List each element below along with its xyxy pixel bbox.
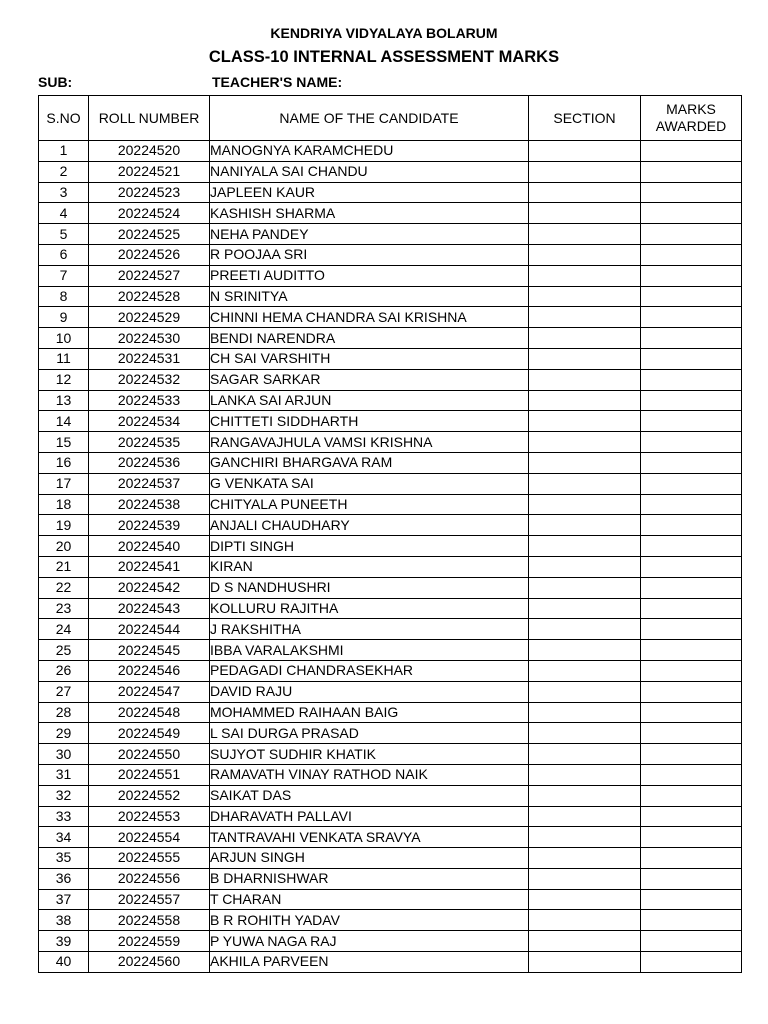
marks-awarded-cell[interactable] — [641, 744, 742, 765]
section-cell[interactable] — [529, 390, 641, 411]
candidate-name-cell: SAGAR SARKAR — [210, 369, 529, 390]
section-cell[interactable] — [529, 536, 641, 557]
candidate-name-cell: CHITYALA PUNEETH — [210, 494, 529, 515]
roll-number-cell: 20224525 — [89, 224, 210, 245]
section-cell[interactable] — [529, 494, 641, 515]
serial-number-cell: 3 — [39, 182, 89, 203]
table-row — [39, 764, 742, 785]
table-row — [39, 723, 742, 744]
roll-number-cell: 20224520 — [89, 141, 210, 162]
candidate-name-cell: CHINNI HEMA CHANDRA SAI KRISHNA — [210, 307, 529, 328]
candidate-name-cell: CH SAI VARSHITH — [210, 348, 529, 369]
candidate-name-cell: DHARAVATH PALLAVI — [210, 806, 529, 827]
table-row — [39, 515, 742, 536]
candidate-name-cell: JAPLEEN KAUR — [210, 182, 529, 203]
table-row — [39, 702, 742, 723]
marks-awarded-cell[interactable] — [641, 307, 742, 328]
candidate-name-cell: N SRINITYA — [210, 286, 529, 307]
section-cell[interactable] — [529, 868, 641, 889]
serial-number-cell: 17 — [39, 473, 89, 494]
section-cell[interactable] — [529, 473, 641, 494]
section-cell[interactable] — [529, 348, 641, 369]
candidate-name-cell: B R ROHITH YADAV — [210, 910, 529, 931]
serial-number-cell: 39 — [39, 931, 89, 952]
roll-number-cell: 20224546 — [89, 660, 210, 681]
section-cell[interactable] — [529, 577, 641, 598]
serial-number-cell: 9 — [39, 307, 89, 328]
section-cell[interactable] — [529, 369, 641, 390]
column-header-sno: S.NO — [39, 96, 89, 141]
roll-number-cell: 20224523 — [89, 182, 210, 203]
candidate-name-cell: TANTRAVAHI VENKATA SRAVYA — [210, 827, 529, 848]
roll-number-cell: 20224560 — [89, 952, 210, 973]
roll-number-cell: 20224549 — [89, 723, 210, 744]
roll-number-cell: 20224539 — [89, 515, 210, 536]
section-cell[interactable] — [529, 452, 641, 473]
candidate-name-cell: ANJALI CHAUDHARY — [210, 515, 529, 536]
table-row — [39, 369, 742, 390]
serial-number-cell: 2 — [39, 161, 89, 182]
table-row — [39, 307, 742, 328]
section-cell[interactable] — [529, 556, 641, 577]
roll-number-cell: 20224544 — [89, 619, 210, 640]
candidate-name-cell: PEDAGADI CHANDRASEKHAR — [210, 660, 529, 681]
marks-awarded-cell[interactable] — [641, 952, 742, 973]
candidate-name-cell: KASHISH SHARMA — [210, 203, 529, 224]
table-row — [39, 411, 742, 432]
candidate-name-cell: J RAKSHITHA — [210, 619, 529, 640]
section-cell[interactable] — [529, 161, 641, 182]
marks-awarded-cell[interactable] — [641, 577, 742, 598]
roll-number-cell: 20224528 — [89, 286, 210, 307]
candidate-name-cell: KIRAN — [210, 556, 529, 577]
table-row — [39, 536, 742, 557]
school-name: KENDRIYA VIDYALAYA BOLARUM — [270, 25, 498, 41]
table-row — [39, 348, 742, 369]
section-cell[interactable] — [529, 952, 641, 973]
serial-number-cell: 31 — [39, 764, 89, 785]
table-row — [39, 265, 742, 286]
candidate-name-cell: NANIYALA SAI CHANDU — [210, 161, 529, 182]
column-header-roll-number: ROLL NUMBER — [89, 96, 210, 141]
table-row — [39, 952, 742, 973]
serial-number-cell: 18 — [39, 494, 89, 515]
column-header-section: SECTION — [529, 96, 641, 141]
roll-number-cell: 20224550 — [89, 744, 210, 765]
serial-number-cell: 21 — [39, 556, 89, 577]
marks-awarded-cell[interactable] — [641, 785, 742, 806]
marks-awarded-cell[interactable] — [641, 369, 742, 390]
table-row — [39, 577, 742, 598]
section-cell[interactable] — [529, 619, 641, 640]
section-cell[interactable] — [529, 889, 641, 910]
table-row — [39, 640, 742, 661]
marks-awarded-cell[interactable] — [641, 452, 742, 473]
section-cell[interactable] — [529, 182, 641, 203]
teacher-name-label: TEACHER'S NAME: — [212, 74, 343, 90]
serial-number-cell: 16 — [39, 452, 89, 473]
section-cell[interactable] — [529, 244, 641, 265]
table-row — [39, 224, 742, 245]
serial-number-cell: 7 — [39, 265, 89, 286]
marks-awarded-cell[interactable] — [641, 244, 742, 265]
candidate-name-cell: L SAI DURGA PRASAD — [210, 723, 529, 744]
section-cell[interactable] — [529, 432, 641, 453]
table-row — [39, 660, 742, 681]
serial-number-cell: 14 — [39, 411, 89, 432]
section-cell[interactable] — [529, 286, 641, 307]
serial-number-cell: 29 — [39, 723, 89, 744]
table-row — [39, 889, 742, 910]
roll-number-cell: 20224529 — [89, 307, 210, 328]
roll-number-cell: 20224537 — [89, 473, 210, 494]
column-header-marks-awarded: MARKS AWARDED — [641, 96, 742, 141]
candidate-name-cell: D S NANDHUSHRI — [210, 577, 529, 598]
roll-number-cell: 20224541 — [89, 556, 210, 577]
roll-number-cell: 20224556 — [89, 868, 210, 889]
table-header-row — [39, 96, 742, 141]
table-row — [39, 681, 742, 702]
table-row — [39, 328, 742, 349]
marks-awarded-cell[interactable] — [641, 348, 742, 369]
section-cell[interactable] — [529, 744, 641, 765]
candidate-name-cell: R POOJAA SRI — [210, 244, 529, 265]
roll-number-cell: 20224545 — [89, 640, 210, 661]
serial-number-cell: 6 — [39, 244, 89, 265]
roll-number-cell: 20224552 — [89, 785, 210, 806]
table-body — [39, 141, 742, 973]
marks-awarded-cell[interactable] — [641, 827, 742, 848]
table-row — [39, 556, 742, 577]
marks-awarded-cell[interactable] — [641, 141, 742, 162]
marks-awarded-cell[interactable] — [641, 889, 742, 910]
serial-number-cell: 40 — [39, 952, 89, 973]
marks-awarded-cell[interactable] — [641, 598, 742, 619]
serial-number-cell: 30 — [39, 744, 89, 765]
roll-number-cell: 20224551 — [89, 764, 210, 785]
serial-number-cell: 1 — [39, 141, 89, 162]
candidate-name-cell: KOLLURU RAJITHA — [210, 598, 529, 619]
table-row — [39, 203, 742, 224]
serial-number-cell: 19 — [39, 515, 89, 536]
marks-awarded-cell[interactable] — [641, 702, 742, 723]
roll-number-cell: 20224534 — [89, 411, 210, 432]
roll-number-cell: 20224526 — [89, 244, 210, 265]
table-row — [39, 452, 742, 473]
section-cell[interactable] — [529, 827, 641, 848]
section-cell[interactable] — [529, 411, 641, 432]
serial-number-cell: 25 — [39, 640, 89, 661]
subject-label: SUB: — [38, 74, 73, 90]
candidate-name-cell: AKHILA PARVEEN — [210, 952, 529, 973]
table-row — [39, 744, 742, 765]
candidate-name-cell: PREETI AUDITTO — [210, 265, 529, 286]
table-row — [39, 598, 742, 619]
section-cell[interactable] — [529, 702, 641, 723]
serial-number-cell: 13 — [39, 390, 89, 411]
marks-awarded-cell[interactable] — [641, 619, 742, 640]
serial-number-cell: 37 — [39, 889, 89, 910]
marks-awarded-cell[interactable] — [641, 910, 742, 931]
serial-number-cell: 4 — [39, 203, 89, 224]
serial-number-cell: 23 — [39, 598, 89, 619]
section-cell[interactable] — [529, 785, 641, 806]
marks-awarded-cell[interactable] — [641, 806, 742, 827]
section-cell[interactable] — [529, 806, 641, 827]
candidate-name-cell: ARJUN SINGH — [210, 848, 529, 869]
table-row — [39, 910, 742, 931]
roll-number-cell: 20224559 — [89, 931, 210, 952]
table-row — [39, 827, 742, 848]
serial-number-cell: 27 — [39, 681, 89, 702]
serial-number-cell: 12 — [39, 369, 89, 390]
marks-awarded-cell[interactable] — [641, 660, 742, 681]
table-row — [39, 244, 742, 265]
section-cell[interactable] — [529, 203, 641, 224]
roll-number-cell: 20224553 — [89, 806, 210, 827]
marks-awarded-cell[interactable] — [641, 286, 742, 307]
roll-number-cell: 20224532 — [89, 369, 210, 390]
roll-number-cell: 20224527 — [89, 265, 210, 286]
candidate-name-cell: CHITTETI SIDDHARTH — [210, 411, 529, 432]
serial-number-cell: 11 — [39, 348, 89, 369]
marks-awarded-cell[interactable] — [641, 868, 742, 889]
roll-number-cell: 20224548 — [89, 702, 210, 723]
table-row — [39, 141, 742, 162]
candidate-name-cell: SUJYOT SUDHIR KHATIK — [210, 744, 529, 765]
serial-number-cell: 15 — [39, 432, 89, 453]
section-cell[interactable] — [529, 515, 641, 536]
roll-number-cell: 20224521 — [89, 161, 210, 182]
marks-awarded-cell[interactable] — [641, 411, 742, 432]
roll-number-cell: 20224524 — [89, 203, 210, 224]
marks-awarded-cell[interactable] — [641, 161, 742, 182]
marks-table — [38, 95, 742, 973]
table-row — [39, 161, 742, 182]
serial-number-cell: 10 — [39, 328, 89, 349]
marks-awarded-cell[interactable] — [641, 432, 742, 453]
roll-number-cell: 20224531 — [89, 348, 210, 369]
roll-number-cell: 20224536 — [89, 452, 210, 473]
candidate-name-cell: MANOGNYA KARAMCHEDU — [210, 141, 529, 162]
roll-number-cell: 20224547 — [89, 681, 210, 702]
serial-number-cell: 8 — [39, 286, 89, 307]
marks-awarded-cell[interactable] — [641, 473, 742, 494]
serial-number-cell: 36 — [39, 868, 89, 889]
marks-awarded-cell[interactable] — [641, 556, 742, 577]
section-cell[interactable] — [529, 307, 641, 328]
marks-awarded-cell[interactable] — [641, 764, 742, 785]
table-row — [39, 619, 742, 640]
candidate-name-cell: DAVID RAJU — [210, 681, 529, 702]
roll-number-cell: 20224558 — [89, 910, 210, 931]
table-row — [39, 868, 742, 889]
section-cell[interactable] — [529, 931, 641, 952]
candidate-name-cell: SAIKAT DAS — [210, 785, 529, 806]
column-header-candidate-name: NAME OF THE CANDIDATE — [210, 96, 529, 141]
table-row — [39, 390, 742, 411]
section-cell[interactable] — [529, 910, 641, 931]
marks-awarded-cell[interactable] — [641, 536, 742, 557]
section-cell[interactable] — [529, 598, 641, 619]
section-cell[interactable] — [529, 640, 641, 661]
candidate-name-cell: RAMAVATH VINAY RATHOD NAIK — [210, 764, 529, 785]
serial-number-cell: 22 — [39, 577, 89, 598]
candidate-name-cell: MOHAMMED RAIHAAN BAIG — [210, 702, 529, 723]
table-row — [39, 848, 742, 869]
roll-number-cell: 20224530 — [89, 328, 210, 349]
roll-number-cell: 20224538 — [89, 494, 210, 515]
roll-number-cell: 20224543 — [89, 598, 210, 619]
candidate-name-cell: LANKA SAI ARJUN — [210, 390, 529, 411]
roll-number-cell: 20224542 — [89, 577, 210, 598]
serial-number-cell: 32 — [39, 785, 89, 806]
table-row — [39, 931, 742, 952]
serial-number-cell: 5 — [39, 224, 89, 245]
marks-awarded-cell[interactable] — [641, 681, 742, 702]
section-cell[interactable] — [529, 764, 641, 785]
candidate-name-cell: DIPTI SINGH — [210, 536, 529, 557]
document-title: CLASS-10 INTERNAL ASSESSMENT MARKS — [208, 48, 560, 66]
section-cell[interactable] — [529, 328, 641, 349]
serial-number-cell: 20 — [39, 536, 89, 557]
section-cell[interactable] — [529, 660, 641, 681]
section-cell[interactable] — [529, 723, 641, 744]
marks-awarded-cell[interactable] — [641, 494, 742, 515]
candidate-name-cell: RANGAVAJHULA VAMSI KRISHNA — [210, 432, 529, 453]
section-cell[interactable] — [529, 848, 641, 869]
marks-awarded-cell[interactable] — [641, 203, 742, 224]
candidate-name-cell: BENDI NARENDRA — [210, 328, 529, 349]
roll-number-cell: 20224535 — [89, 432, 210, 453]
roll-number-cell: 20224555 — [89, 848, 210, 869]
table-row — [39, 785, 742, 806]
serial-number-cell: 38 — [39, 910, 89, 931]
candidate-name-cell: B DHARNISHWAR — [210, 868, 529, 889]
serial-number-cell: 24 — [39, 619, 89, 640]
roll-number-cell: 20224557 — [89, 889, 210, 910]
section-cell[interactable] — [529, 265, 641, 286]
candidate-name-cell: IBBA VARALAKSHMI — [210, 640, 529, 661]
marks-awarded-cell[interactable] — [641, 515, 742, 536]
candidate-name-cell: GANCHIRI BHARGAVA RAM — [210, 452, 529, 473]
candidate-name-cell: T CHARAN — [210, 889, 529, 910]
marks-awarded-cell[interactable] — [641, 328, 742, 349]
roll-number-cell: 20224533 — [89, 390, 210, 411]
serial-number-cell: 33 — [39, 806, 89, 827]
marks-awarded-cell[interactable] — [641, 390, 742, 411]
marks-awarded-cell[interactable] — [641, 182, 742, 203]
serial-number-cell: 26 — [39, 660, 89, 681]
serial-number-cell: 34 — [39, 827, 89, 848]
table-row — [39, 182, 742, 203]
table-row — [39, 473, 742, 494]
table-row — [39, 432, 742, 453]
candidate-name-cell: P YUWA NAGA RAJ — [210, 931, 529, 952]
section-cell[interactable] — [529, 681, 641, 702]
serial-number-cell: 35 — [39, 848, 89, 869]
table-row — [39, 286, 742, 307]
serial-number-cell: 28 — [39, 702, 89, 723]
candidate-name-cell: G VENKATA SAI — [210, 473, 529, 494]
table-row — [39, 806, 742, 827]
marks-awarded-cell[interactable] — [641, 640, 742, 661]
section-cell[interactable] — [529, 224, 641, 245]
marks-awarded-cell[interactable] — [641, 224, 742, 245]
marks-awarded-cell[interactable] — [641, 265, 742, 286]
section-cell[interactable] — [529, 141, 641, 162]
marks-awarded-cell[interactable] — [641, 931, 742, 952]
candidate-name-cell: NEHA PANDEY — [210, 224, 529, 245]
roll-number-cell: 20224554 — [89, 827, 210, 848]
marks-awarded-cell[interactable] — [641, 723, 742, 744]
table-row — [39, 494, 742, 515]
marks-awarded-cell[interactable] — [641, 848, 742, 869]
roll-number-cell: 20224540 — [89, 536, 210, 557]
